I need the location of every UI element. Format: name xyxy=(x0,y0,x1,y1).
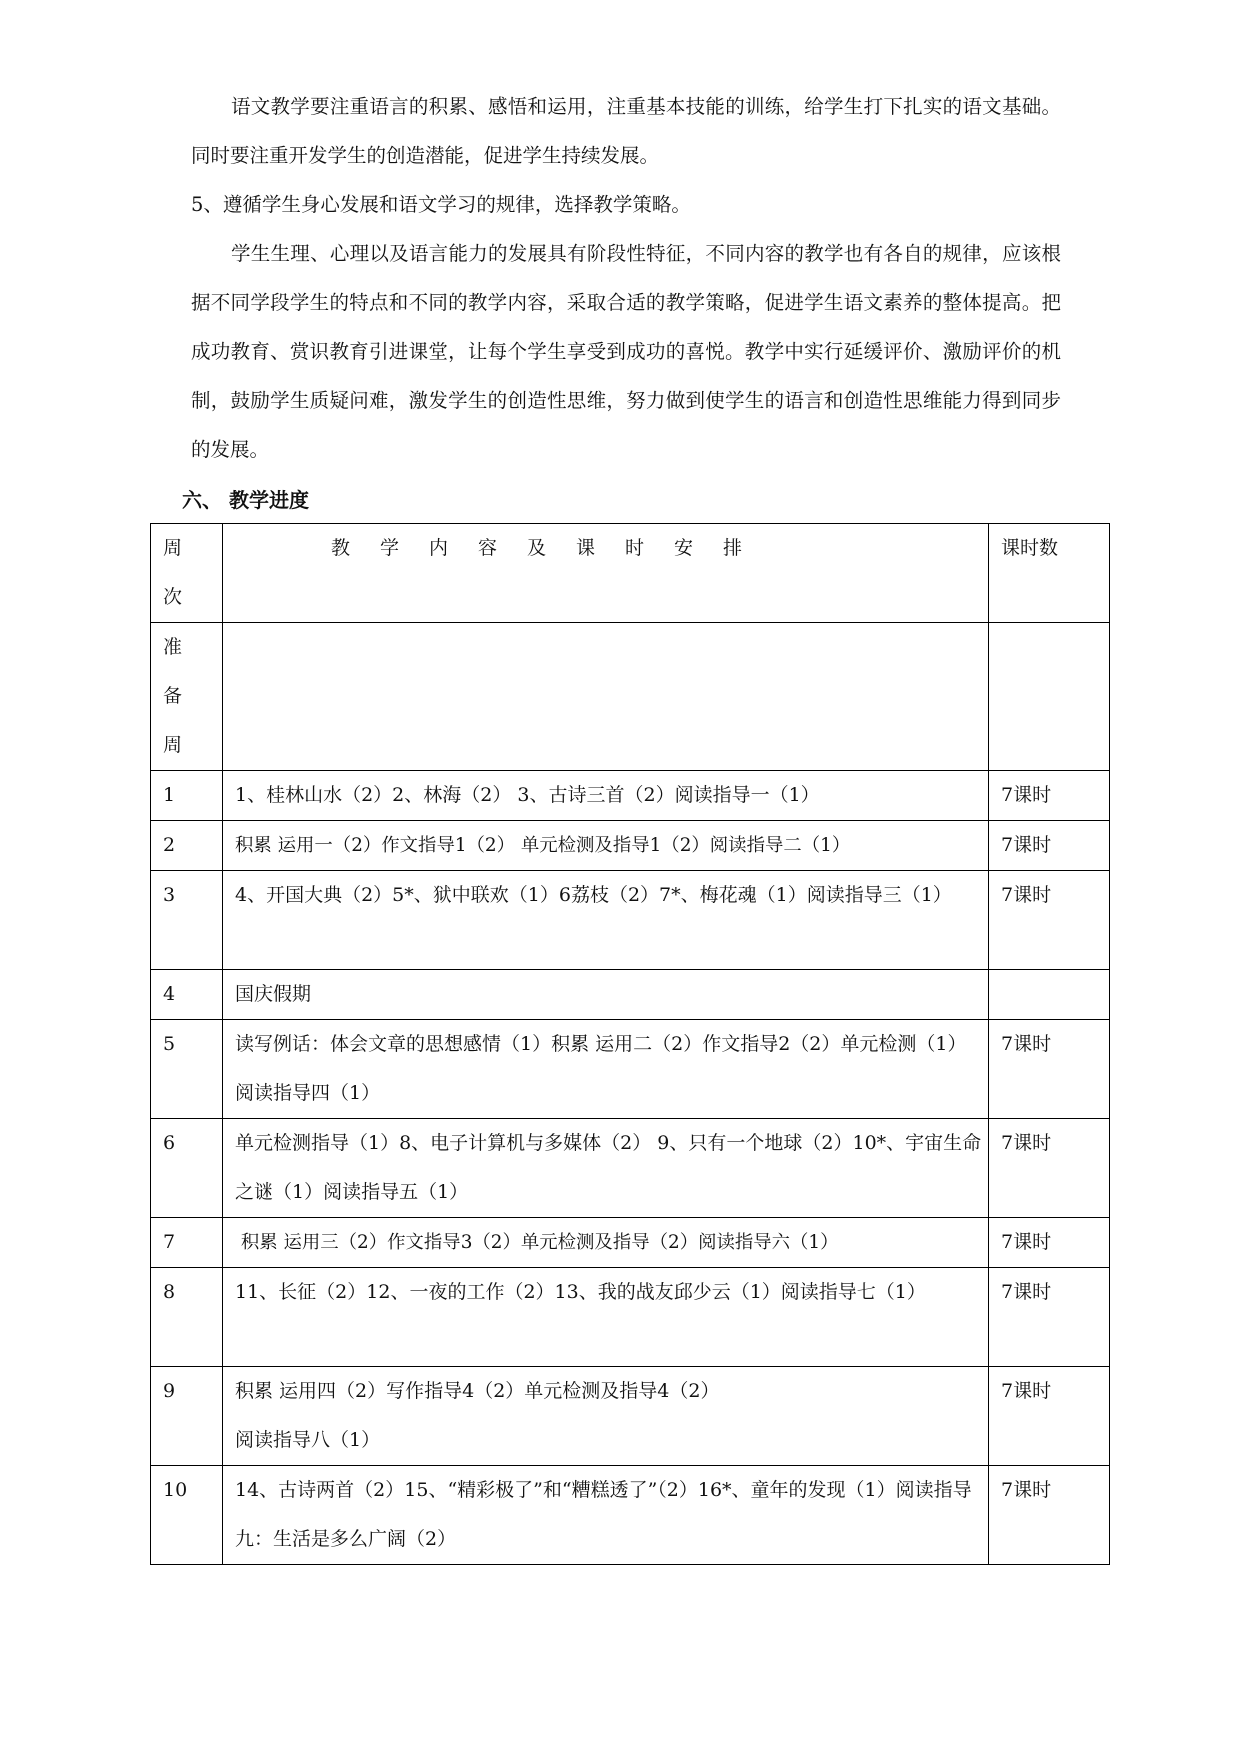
week-cell: 4 xyxy=(151,970,223,1020)
table-row xyxy=(151,1020,1110,1119)
hours-cell: 7课时 xyxy=(989,821,1110,871)
section-heading: 六、 教学进度 xyxy=(182,488,309,512)
prep-week-cell: 准 备 周 xyxy=(151,623,223,771)
table-row xyxy=(151,1466,1110,1565)
hours-cell: 7课时 xyxy=(989,871,1110,970)
table-row xyxy=(151,771,1110,821)
week-cell: 10 xyxy=(151,1466,223,1565)
table-row xyxy=(151,1218,1110,1268)
table-row xyxy=(151,871,1110,970)
hours-cell: 7课时 xyxy=(989,1367,1110,1466)
content-cell: 积累 运用三（2）作文指导3（2）单元检测及指导（2）阅读指导六（1） xyxy=(223,1218,989,1268)
hours-cell: 7课时 xyxy=(989,771,1110,821)
content-cell: 积累 运用一（2）作文指导1（2） 单元检测及指导1（2）阅读指导二（1） xyxy=(223,821,989,871)
paragraph-item-5: 5、遵循学生身心发展和语文学习的规律，选择教学策略。 xyxy=(191,193,691,216)
table-row xyxy=(151,1367,1110,1466)
hours-cell: 7课时 xyxy=(989,1466,1110,1565)
paragraph-teaching-strategy: 学生生理、心理以及语言能力的发展具有阶段性特征，不同内容的教学也有各自的规律，应该根据不同学段学生的特点和不同的教学内容，采取合适的教学策略，促进学生语文素养的整体提高。把成功教育、赏识教育引进课堂，让每个学生享受到成功的喜悦。教学中实行延缓评价、激励评价的机制，鼓励学生质疑问难，激发学生的创造性思维，努力做到使学生的语言和创造性思维能力得到同步的发展。 xyxy=(191,242,1061,461)
content-cell: 读写例话：体会文章的思想感情（1）积累 运用二（2）作文指导2（2）单元检测（1）阅读指导四（1） xyxy=(223,1020,989,1119)
week-cell: 8 xyxy=(151,1268,223,1367)
week-cell: 2 xyxy=(151,821,223,871)
content-cell: 4、开国大典（2）5*、狱中联欢（1）6荔枝（2）7*、梅花魂（1）阅读指导三（1） xyxy=(223,871,989,970)
week-cell: 5 xyxy=(151,1020,223,1119)
content-cell: 14、古诗两首（2）15、“精彩极了”和“糟糕透了”（2）16*、童年的发现（1）阅读指导九：生活是多么广阔（2） xyxy=(223,1466,989,1565)
table-header-row xyxy=(151,524,1110,623)
content-line: 积累 运用四（2）写作指导4（2）单元检测及指导4（2） xyxy=(235,1380,720,1402)
hours-cell: 7课时 xyxy=(989,1268,1110,1367)
week-cell: 9 xyxy=(151,1367,223,1466)
week-cell: 1 xyxy=(151,771,223,821)
prep-hours-cell xyxy=(989,623,1110,771)
hours-cell: 7课时 xyxy=(989,1119,1110,1218)
week-cell: 3 xyxy=(151,871,223,970)
header-content-cell: 教学内容及课时安排 xyxy=(223,524,989,623)
content-cell: 1、桂林山水（2）2、林海（2） 3、古诗三首（2）阅读指导一（1） xyxy=(223,771,989,821)
prep-content-cell xyxy=(223,623,989,771)
table-row xyxy=(151,970,1110,1020)
content-cell xyxy=(223,1367,989,1466)
header-hours-cell: 课时数 xyxy=(989,524,1110,623)
content-line: 阅读指导八（1） xyxy=(235,1429,381,1451)
table-row xyxy=(151,821,1110,871)
content-cell: 单元检测指导（1）8、电子计算机与多媒体（2） 9、只有一个地球（2）10*、宇宙生命之谜（1）阅读指导五（1） xyxy=(223,1119,989,1218)
content-cell: 11、长征（2）12、一夜的工作（2）13、我的战友邱少云（1）阅读指导七（1） xyxy=(223,1268,989,1367)
content-cell: 国庆假期 xyxy=(223,970,989,1020)
hours-cell: 7课时 xyxy=(989,1020,1110,1119)
week-cell: 7 xyxy=(151,1218,223,1268)
paragraph-language-foundation: 语文教学要注重语言的积累、感悟和运用，注重基本技能的训练，给学生打下扎实的语文基础。同时要注重开发学生的创造潜能，促进学生持续发展。 xyxy=(191,95,1061,167)
hours-cell xyxy=(989,970,1110,1020)
table-row xyxy=(151,1119,1110,1218)
schedule-table xyxy=(150,523,1110,1565)
week-cell: 6 xyxy=(151,1119,223,1218)
table-row xyxy=(151,1268,1110,1367)
header-week-cell: 周 次 xyxy=(151,524,223,623)
table-row-prep xyxy=(151,623,1110,771)
hours-cell: 7课时 xyxy=(989,1218,1110,1268)
